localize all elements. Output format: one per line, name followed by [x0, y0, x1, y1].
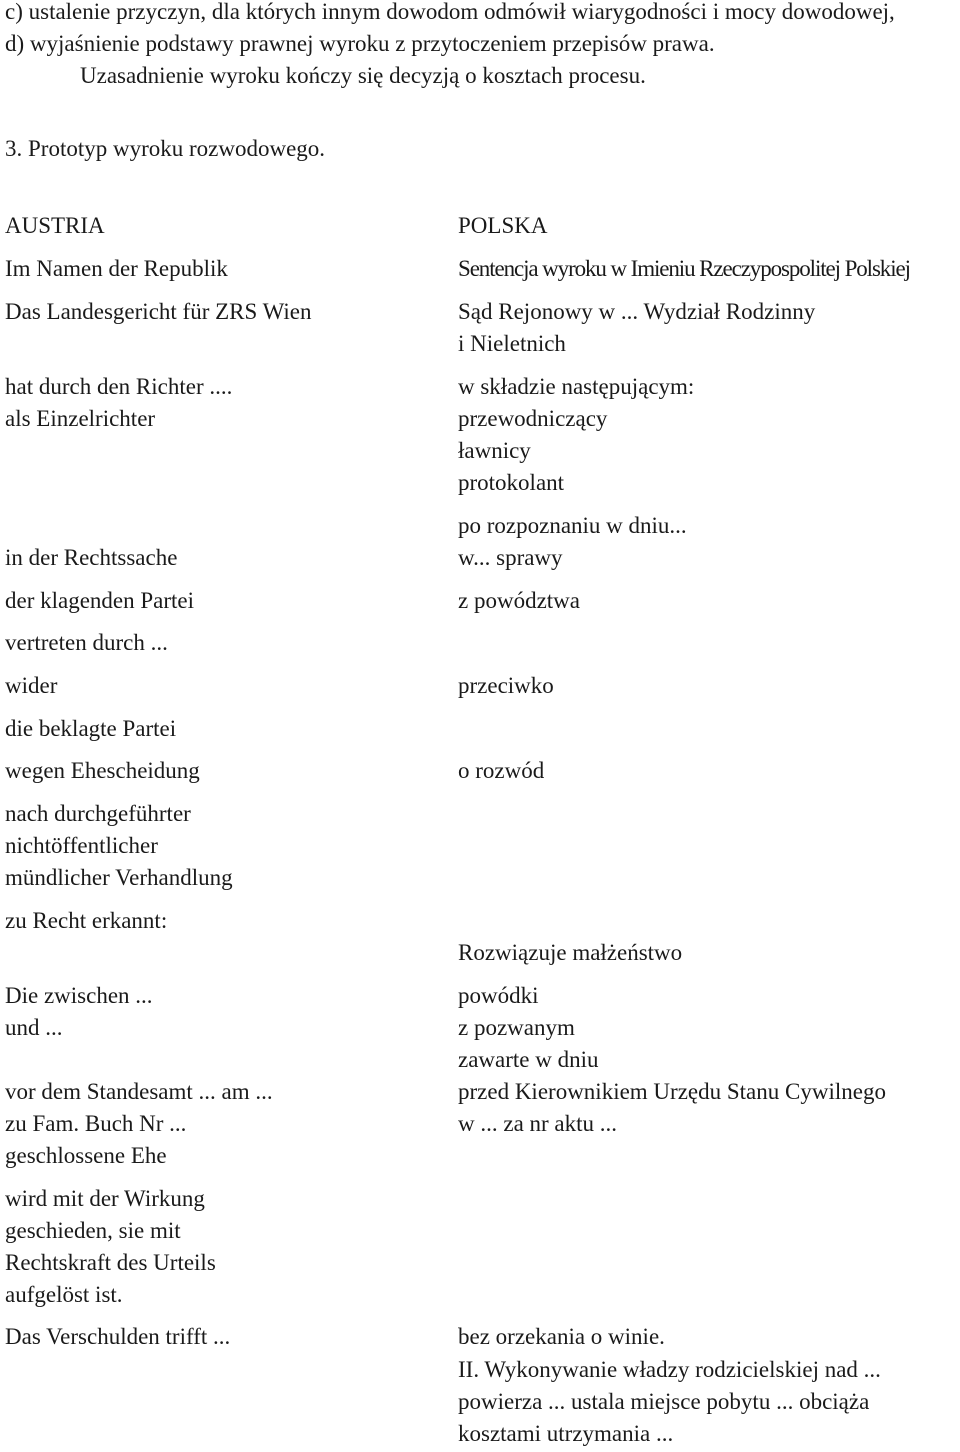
polska-fault: bez orzekania o winie.	[458, 1324, 665, 1349]
austria-defendant: die beklagte Partei	[5, 716, 177, 741]
austria-subject: wegen Ehescheidung	[5, 758, 200, 783]
austria-registry-line-2: zu Fam. Buch Nr ...	[5, 1111, 187, 1136]
polska-court-line-2: i Nieletnich	[458, 331, 566, 356]
austria-name-of-republic: Im Namen der Republik	[5, 256, 228, 281]
polska-heading: POLSKA	[458, 213, 548, 238]
polska-sentence: Sentencja wyroku w Imieniu Rzeczypospolitej Polskiej	[458, 256, 910, 281]
polska-against: przeciwko	[458, 673, 554, 698]
austria-hearing-line-3: mündlicher Verhandlung	[5, 865, 233, 890]
polska-panel-line-1: w składzie następującym:	[458, 374, 695, 399]
austria-verdict: zu Recht erkannt:	[5, 908, 168, 933]
austria-effect-line-1: wird mit der Wirkung	[5, 1186, 205, 1211]
austria-between-line-2: und ...	[5, 1015, 63, 1040]
polska-parties-line-1: powódki	[458, 983, 539, 1008]
polska-registry-line-2: w ... za nr aktu ...	[458, 1111, 618, 1136]
polska-dissolves: Rozwiązuje małżeństwo	[458, 940, 683, 965]
austria-registry-line-1: vor dem Standesamt ... am ...	[5, 1079, 273, 1104]
austria-hearing-line-1: nach durchgeführter	[5, 801, 191, 826]
austria-judge-line-2: als Einzelrichter	[5, 406, 156, 431]
intro-line-c: c) ustalenie przyczyn, dla których innym dowodom odmówił wiarygodności i mocy dowodowej,	[5, 0, 895, 24]
austria-case: in der Rechtssache	[5, 545, 178, 570]
polska-parties-line-2: z pozwanym	[458, 1015, 575, 1040]
polska-panel-line-2: przewodniczący	[458, 406, 608, 431]
austria-represented: vertreten durch ...	[5, 630, 168, 655]
polska-parties-line-3: zawarte w dniu	[458, 1047, 599, 1072]
section-heading: 3. Prototyp wyroku rozwodowego.	[5, 136, 326, 161]
austria-effect-line-4: aufgelöst ist.	[5, 1282, 123, 1307]
austria-judge-line-1: hat durch den Richter ....	[5, 374, 233, 399]
austria-plaintiff: der klagenden Partei	[5, 588, 195, 613]
austria-against: wider	[5, 673, 58, 698]
polska-subject: o rozwód	[458, 758, 545, 783]
austria-fault: Das Verschulden trifft ...	[5, 1324, 231, 1349]
polska-panel-line-4: protokolant	[458, 470, 565, 495]
polska-custody-line-1: II. Wykonywanie władzy rodzicielskiej nad ...	[458, 1357, 881, 1382]
polska-custody-line-2: powierza ... ustala miejsce pobytu ... obciąża	[458, 1389, 870, 1414]
polska-panel-line-3: ławnicy	[458, 438, 531, 463]
polska-hearing-line-2: w... sprawy	[458, 545, 563, 570]
intro-costs-note: Uzasadnienie wyroku kończy się decyzją o kosztach procesu.	[80, 63, 646, 88]
polska-custody-line-3: kosztami utrzymania ...	[458, 1421, 674, 1446]
polska-court-line-1: Sąd Rejonowy w ... Wydział Rodzinny	[458, 299, 816, 324]
austria-heading: AUSTRIA	[5, 213, 105, 238]
polska-registry-line-1: przed Kierownikiem Urzędu Stanu Cywilnego	[458, 1079, 886, 1104]
polska-claim: z powództwa	[458, 588, 580, 613]
austria-effect-line-2: geschieden, sie mit	[5, 1218, 181, 1243]
intro-line-d: d) wyjaśnienie podstawy prawnej wyroku z przytoczeniem przepisów prawa.	[5, 31, 715, 56]
austria-registry-line-3: geschlossene Ehe	[5, 1143, 167, 1168]
austria-court: Das Landesgericht für ZRS Wien	[5, 299, 312, 324]
austria-between-line-1: Die zwischen ...	[5, 983, 153, 1008]
polska-hearing-line-1: po rozpoznaniu w dniu...	[458, 513, 687, 538]
austria-hearing-line-2: nichtöffentlicher	[5, 833, 158, 858]
austria-effect-line-3: Rechtskraft des Urteils	[5, 1250, 216, 1275]
